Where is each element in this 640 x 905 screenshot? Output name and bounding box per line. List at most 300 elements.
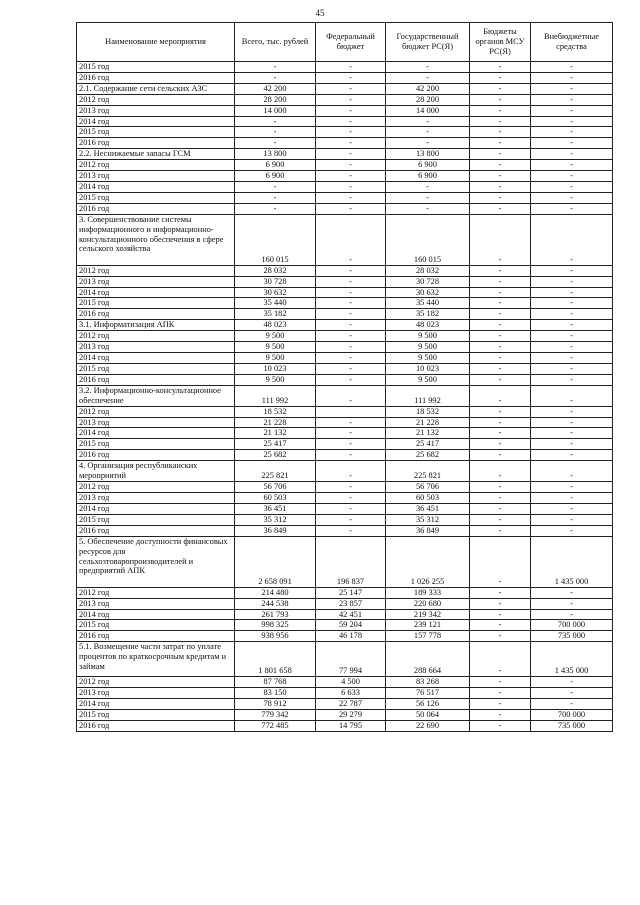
row-extrabudgetary: - (531, 298, 613, 309)
row-municipal: - (470, 688, 531, 699)
row-name: 2012 год (77, 265, 235, 276)
table-row (77, 493, 613, 504)
table-row (77, 149, 613, 160)
row-name: 3. Совершенствование системы информационного и информационно-консультационного обеспечения в сфере сельского хозяйства (77, 214, 235, 265)
row-name: 2014 год (77, 609, 235, 620)
row-municipal: - (470, 331, 531, 342)
row-name: 2012 год (77, 331, 235, 342)
row-name: 2014 год (77, 181, 235, 192)
row-extrabudgetary: - (531, 417, 613, 428)
row-total: - (235, 181, 316, 192)
table-row (77, 138, 613, 149)
row-municipal: - (470, 525, 531, 536)
row-extrabudgetary: - (531, 482, 613, 493)
row-name: 2013 год (77, 171, 235, 182)
row-state: - (386, 203, 470, 214)
row-state: 56 706 (386, 482, 470, 493)
table-row (77, 536, 613, 587)
row-total: 214 480 (235, 587, 316, 598)
row-state: 50 064 (386, 709, 470, 720)
row-municipal: - (470, 94, 531, 105)
row-federal: - (316, 214, 386, 265)
row-municipal: - (470, 439, 531, 450)
row-municipal: - (470, 620, 531, 631)
table-row (77, 428, 613, 439)
row-name: 2014 год (77, 504, 235, 515)
row-name: 2014 год (77, 287, 235, 298)
row-federal: - (316, 514, 386, 525)
row-federal: 6 633 (316, 688, 386, 699)
row-total: 30 632 (235, 287, 316, 298)
table-row (77, 677, 613, 688)
row-extrabudgetary: - (531, 699, 613, 710)
row-state: 28 200 (386, 94, 470, 105)
row-state: - (386, 192, 470, 203)
row-federal (316, 406, 386, 417)
row-municipal: - (470, 598, 531, 609)
row-extrabudgetary: - (531, 363, 613, 374)
row-federal: - (316, 203, 386, 214)
row-federal: 25 147 (316, 587, 386, 598)
row-name: 3.1. Информатизация АПК (77, 320, 235, 331)
row-extrabudgetary: - (531, 514, 613, 525)
row-extrabudgetary: - (531, 127, 613, 138)
row-state: 13 800 (386, 149, 470, 160)
row-federal: - (316, 276, 386, 287)
row-federal: - (316, 171, 386, 182)
row-federal: - (316, 461, 386, 482)
row-municipal: - (470, 138, 531, 149)
row-federal: 22 787 (316, 699, 386, 710)
row-total: - (235, 62, 316, 73)
row-total: 87 768 (235, 677, 316, 688)
row-extrabudgetary: - (531, 265, 613, 276)
row-extrabudgetary: - (531, 105, 613, 116)
row-name: 2015 год (77, 363, 235, 374)
row-federal: - (316, 105, 386, 116)
row-total: 938 956 (235, 631, 316, 642)
row-name: 2012 год (77, 94, 235, 105)
row-name: 2016 год (77, 374, 235, 385)
row-state: 30 632 (386, 287, 470, 298)
row-municipal: - (470, 203, 531, 214)
row-total: 9 500 (235, 374, 316, 385)
row-total: 1 801 658 (235, 642, 316, 677)
row-total: - (235, 138, 316, 149)
row-total: 28 200 (235, 94, 316, 105)
row-extrabudgetary: - (531, 171, 613, 182)
row-name: 2015 год (77, 127, 235, 138)
table-row (77, 631, 613, 642)
table-row (77, 342, 613, 353)
row-extrabudgetary: - (531, 214, 613, 265)
row-extrabudgetary: - (531, 203, 613, 214)
row-municipal: - (470, 709, 531, 720)
row-municipal: - (470, 309, 531, 320)
row-municipal: - (470, 536, 531, 587)
row-state: 239 121 (386, 620, 470, 631)
row-total: - (235, 116, 316, 127)
row-municipal: - (470, 642, 531, 677)
row-municipal: - (470, 62, 531, 73)
table-row (77, 609, 613, 620)
table-row (77, 598, 613, 609)
row-name: 2014 год (77, 699, 235, 710)
table-row (77, 504, 613, 515)
table-row (77, 417, 613, 428)
table-row (77, 203, 613, 214)
row-name: 2012 год (77, 160, 235, 171)
row-municipal: - (470, 385, 531, 406)
row-total: 225 821 (235, 461, 316, 482)
row-name: 2013 год (77, 493, 235, 504)
row-federal: - (316, 428, 386, 439)
row-name: 2013 год (77, 417, 235, 428)
table-row (77, 192, 613, 203)
row-state: - (386, 181, 470, 192)
row-federal: - (316, 385, 386, 406)
row-federal: 196 837 (316, 536, 386, 587)
row-federal: - (316, 525, 386, 536)
row-federal: - (316, 160, 386, 171)
row-total: 60 503 (235, 493, 316, 504)
row-federal: - (316, 504, 386, 515)
row-municipal: - (470, 631, 531, 642)
table-row (77, 83, 613, 94)
row-extrabudgetary: - (531, 342, 613, 353)
row-name: 2013 год (77, 105, 235, 116)
row-extrabudgetary: - (531, 609, 613, 620)
row-state: 9 500 (386, 352, 470, 363)
row-name: 2.1. Содержание сети сельских АЗС (77, 83, 235, 94)
row-municipal: - (470, 116, 531, 127)
row-name: 2013 год (77, 276, 235, 287)
row-state: 76 517 (386, 688, 470, 699)
row-state: 9 500 (386, 374, 470, 385)
row-municipal: - (470, 482, 531, 493)
row-municipal: - (470, 83, 531, 94)
row-municipal: - (470, 72, 531, 83)
row-extrabudgetary: 735 000 (531, 720, 613, 731)
row-state: 9 500 (386, 331, 470, 342)
row-extrabudgetary: - (531, 62, 613, 73)
row-extrabudgetary: - (531, 160, 613, 171)
row-federal: - (316, 83, 386, 94)
header-federal-budget: Федеральный бюджет (316, 23, 386, 62)
row-state: 35 440 (386, 298, 470, 309)
table-row (77, 171, 613, 182)
row-total: 261 793 (235, 609, 316, 620)
row-total: 21 132 (235, 428, 316, 439)
row-federal: - (316, 298, 386, 309)
row-total: 18 532 (235, 406, 316, 417)
row-state: - (386, 127, 470, 138)
row-total: 48 023 (235, 320, 316, 331)
row-extrabudgetary: 1 435 000 (531, 536, 613, 587)
row-municipal: - (470, 677, 531, 688)
row-total: 35 440 (235, 298, 316, 309)
row-municipal: - (470, 181, 531, 192)
row-total: 779 342 (235, 709, 316, 720)
row-state: 225 821 (386, 461, 470, 482)
row-extrabudgetary: - (531, 116, 613, 127)
row-state: 157 778 (386, 631, 470, 642)
row-extrabudgetary: - (531, 331, 613, 342)
row-total: 36 849 (235, 525, 316, 536)
header-total: Всего, тыс. рублей (235, 23, 316, 62)
row-total: 2 658 091 (235, 536, 316, 587)
row-name: 2015 год (77, 62, 235, 73)
row-total: 111 992 (235, 385, 316, 406)
row-name: 2012 год (77, 482, 235, 493)
header-event-name: Наименование мероприятия (77, 23, 235, 62)
row-state: 83 268 (386, 677, 470, 688)
row-extrabudgetary: - (531, 276, 613, 287)
row-name: 2015 год (77, 709, 235, 720)
row-name: 2012 год (77, 677, 235, 688)
header-state-budget: Государственный бюджет РС(Я) (386, 23, 470, 62)
row-total: 25 417 (235, 439, 316, 450)
row-total: 10 023 (235, 363, 316, 374)
table-row (77, 406, 613, 417)
row-extrabudgetary: - (531, 598, 613, 609)
row-name: 2015 год (77, 192, 235, 203)
row-total: 78 912 (235, 699, 316, 710)
table-row (77, 620, 613, 631)
row-state: 42 200 (386, 83, 470, 94)
row-federal: - (316, 94, 386, 105)
row-federal: - (316, 116, 386, 127)
row-municipal: - (470, 609, 531, 620)
row-total: 244 538 (235, 598, 316, 609)
row-municipal: - (470, 149, 531, 160)
table-row (77, 363, 613, 374)
row-federal: - (316, 138, 386, 149)
row-federal: - (316, 342, 386, 353)
row-municipal: - (470, 171, 531, 182)
table-row (77, 160, 613, 171)
row-federal: 23 857 (316, 598, 386, 609)
row-extrabudgetary: - (531, 192, 613, 203)
row-name: 2016 год (77, 450, 235, 461)
row-federal: - (316, 482, 386, 493)
row-total: 21 228 (235, 417, 316, 428)
row-state: - (386, 72, 470, 83)
table-row (77, 374, 613, 385)
row-state: 219 342 (386, 609, 470, 620)
row-extrabudgetary: - (531, 181, 613, 192)
table-row (77, 720, 613, 731)
row-municipal: - (470, 720, 531, 731)
row-extrabudgetary: 700 000 (531, 709, 613, 720)
row-state: 9 500 (386, 342, 470, 353)
row-municipal: - (470, 320, 531, 331)
row-federal: - (316, 493, 386, 504)
row-municipal: - (470, 514, 531, 525)
table-row (77, 587, 613, 598)
row-name: 2016 год (77, 203, 235, 214)
row-state: 189 333 (386, 587, 470, 598)
row-extrabudgetary: - (531, 149, 613, 160)
page-number: 45 (315, 8, 325, 18)
row-state: 60 503 (386, 493, 470, 504)
header-extrabudgetary: Внебюджетные средства (531, 23, 613, 62)
row-municipal: - (470, 105, 531, 116)
table-row (77, 181, 613, 192)
row-name: 2014 год (77, 116, 235, 127)
row-federal: - (316, 320, 386, 331)
row-state: 18 532 (386, 406, 470, 417)
row-municipal: - (470, 265, 531, 276)
row-total: 30 728 (235, 276, 316, 287)
row-state: 22 690 (386, 720, 470, 731)
row-total: 36 451 (235, 504, 316, 515)
row-federal: 77 994 (316, 642, 386, 677)
row-total: 998 325 (235, 620, 316, 631)
row-name: 2012 год (77, 406, 235, 417)
table-row (77, 642, 613, 677)
table-row (77, 116, 613, 127)
row-state: 21 228 (386, 417, 470, 428)
row-federal: - (316, 127, 386, 138)
table-row (77, 276, 613, 287)
row-name: 5. Обеспечение доступности финансовых ресурсов для сельхозтоваропроизводителей и предприятий АПК (77, 536, 235, 587)
row-total: 160 015 (235, 214, 316, 265)
row-state: 35 312 (386, 514, 470, 525)
row-municipal: - (470, 417, 531, 428)
table-row (77, 265, 613, 276)
table-row (77, 439, 613, 450)
row-name: 2015 год (77, 298, 235, 309)
row-total: 35 182 (235, 309, 316, 320)
row-name: 3.2. Информационно-консультационное обеспечение (77, 385, 235, 406)
row-state: - (386, 138, 470, 149)
row-name: 2013 год (77, 598, 235, 609)
row-extrabudgetary: - (531, 525, 613, 536)
row-total: - (235, 127, 316, 138)
row-federal: - (316, 374, 386, 385)
row-extrabudgetary: 1 435 000 (531, 642, 613, 677)
row-federal: - (316, 363, 386, 374)
row-federal: - (316, 417, 386, 428)
table-row (77, 514, 613, 525)
table-row (77, 331, 613, 342)
row-total: 42 200 (235, 83, 316, 94)
row-municipal: - (470, 461, 531, 482)
table-row (77, 309, 613, 320)
row-municipal: - (470, 406, 531, 417)
row-name: 2012 год (77, 587, 235, 598)
row-federal: - (316, 181, 386, 192)
row-total: 772 485 (235, 720, 316, 731)
table-row (77, 298, 613, 309)
row-extrabudgetary: - (531, 385, 613, 406)
row-state: 36 849 (386, 525, 470, 536)
row-extrabudgetary: - (531, 94, 613, 105)
row-federal: - (316, 72, 386, 83)
row-extrabudgetary: - (531, 320, 613, 331)
row-name: 2016 год (77, 309, 235, 320)
row-federal: - (316, 192, 386, 203)
table-row (77, 72, 613, 83)
row-name: 2013 год (77, 688, 235, 699)
row-extrabudgetary: - (531, 309, 613, 320)
table-row (77, 214, 613, 265)
row-total: 9 500 (235, 342, 316, 353)
row-total: 35 312 (235, 514, 316, 525)
row-extrabudgetary: - (531, 677, 613, 688)
row-state: 111 992 (386, 385, 470, 406)
row-state: 1 026 255 (386, 536, 470, 587)
row-total: 56 706 (235, 482, 316, 493)
row-name: 2014 год (77, 352, 235, 363)
row-state: 6 900 (386, 171, 470, 182)
row-federal: - (316, 352, 386, 363)
row-extrabudgetary: 700 000 (531, 620, 613, 631)
row-municipal: - (470, 428, 531, 439)
row-state: 30 728 (386, 276, 470, 287)
row-federal: 14 795 (316, 720, 386, 731)
row-extrabudgetary: - (531, 461, 613, 482)
row-municipal: - (470, 450, 531, 461)
row-name: 4. Организация республиканских мероприятий (77, 461, 235, 482)
table-row (77, 482, 613, 493)
row-federal: 42 451 (316, 609, 386, 620)
row-federal: 59 204 (316, 620, 386, 631)
row-total: - (235, 203, 316, 214)
row-name: 2.2. Неснижаемые запасы ГСМ (77, 149, 235, 160)
table-row (77, 94, 613, 105)
row-extrabudgetary: - (531, 287, 613, 298)
table-row (77, 688, 613, 699)
row-federal: - (316, 149, 386, 160)
table-row (77, 699, 613, 710)
row-federal: - (316, 309, 386, 320)
row-extrabudgetary: - (531, 493, 613, 504)
row-extrabudgetary: - (531, 587, 613, 598)
row-federal: - (316, 331, 386, 342)
table-row (77, 127, 613, 138)
row-name: 2016 год (77, 631, 235, 642)
row-extrabudgetary: - (531, 504, 613, 515)
row-municipal: - (470, 342, 531, 353)
row-federal: - (316, 439, 386, 450)
table-row (77, 525, 613, 536)
row-extrabudgetary: - (531, 72, 613, 83)
row-extrabudgetary: - (531, 138, 613, 149)
table-row (77, 105, 613, 116)
row-extrabudgetary: - (531, 83, 613, 94)
row-extrabudgetary: - (531, 406, 613, 417)
row-state: 220 680 (386, 598, 470, 609)
row-total: 83 150 (235, 688, 316, 699)
row-extrabudgetary: - (531, 688, 613, 699)
row-name: 2016 год (77, 138, 235, 149)
row-name: 2015 год (77, 514, 235, 525)
table-header (77, 23, 613, 62)
table-row (77, 287, 613, 298)
row-state: 56 126 (386, 699, 470, 710)
row-total: - (235, 192, 316, 203)
budget-table (76, 22, 613, 732)
row-extrabudgetary: - (531, 450, 613, 461)
row-name: 2013 год (77, 342, 235, 353)
row-state: 288 664 (386, 642, 470, 677)
table-row (77, 709, 613, 720)
row-state: 36 451 (386, 504, 470, 515)
row-name: 2015 год (77, 439, 235, 450)
row-name: 2016 год (77, 720, 235, 731)
